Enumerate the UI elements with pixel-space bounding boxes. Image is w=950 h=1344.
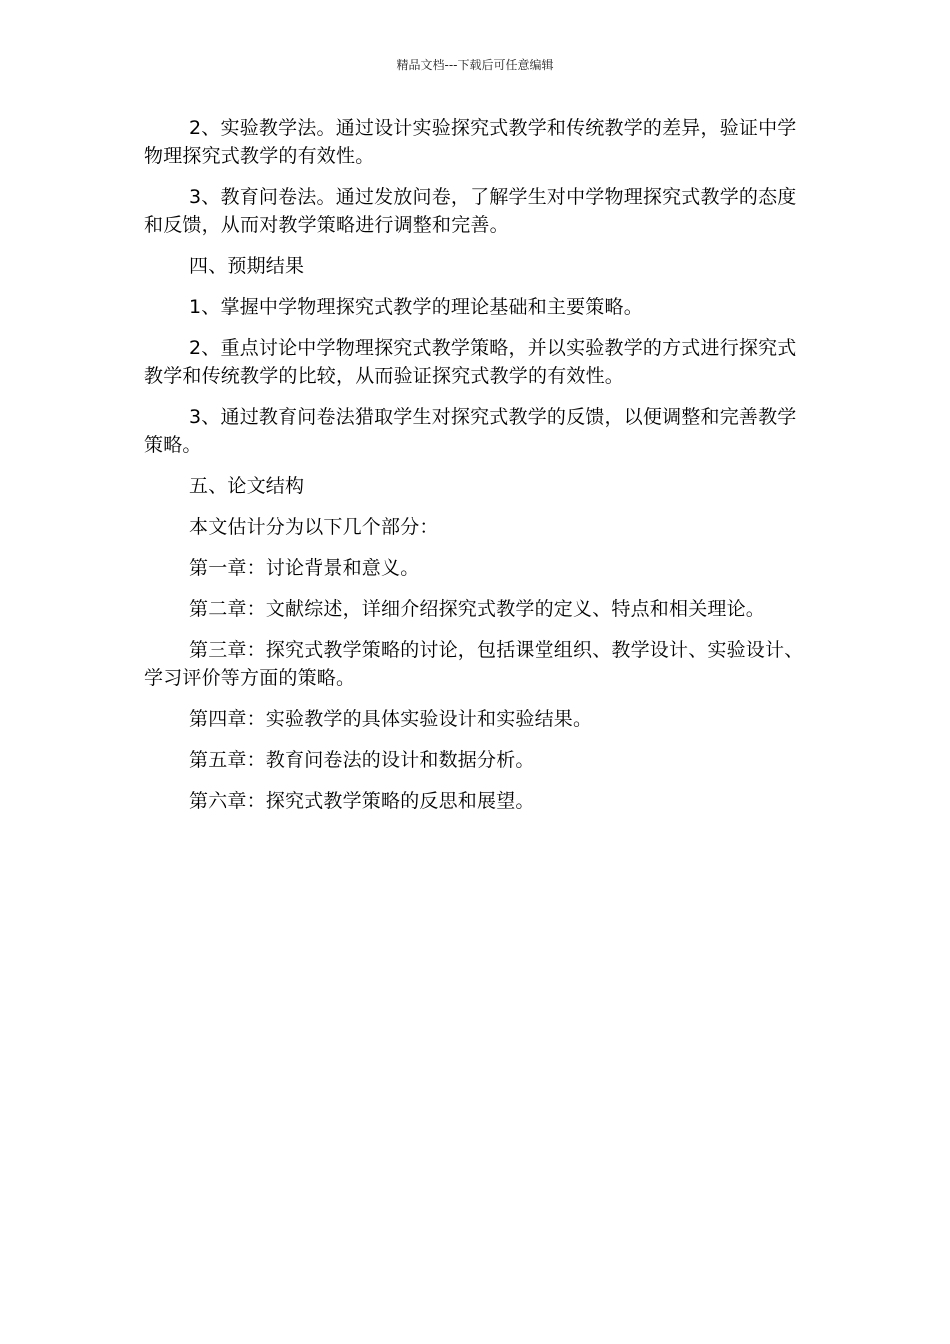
paragraph-chapter-1: 第一章：讨论背景和意义。 bbox=[189, 557, 420, 579]
paragraph-structure-intro: 本文估计分为以下几个部分： bbox=[189, 516, 439, 538]
paragraph-chapter-3: 第三章：探究式教学策略的讨论，包括课堂组织、教学设计、实验设计、学习评价等方面的策略。 bbox=[144, 639, 804, 689]
paragraph-chapter-6: 第六章：探究式教学策略的反思和展望。 bbox=[189, 790, 535, 812]
document-body bbox=[144, 114, 806, 828]
paragraph-result-1: 1、掌握中学物理探究式教学的理论基础和主要策略。 bbox=[189, 296, 643, 318]
section-heading-expected-results: 四、预期结果 bbox=[189, 255, 305, 277]
section-heading-thesis-structure: 五、论文结构 bbox=[189, 475, 305, 497]
paragraph-chapter-4: 第四章：实验教学的具体实验设计和实验结果。 bbox=[189, 708, 593, 730]
paragraph-method-questionnaire: 3、教育问卷法。通过发放问卷，了解学生对中学物理探究式教学的态度和反馈，从而对教学策略进行调整和完善。 bbox=[144, 186, 797, 236]
paragraph-chapter-2: 第二章：文献综述，详细介绍探究式教学的定义、特点和相关理论。 bbox=[189, 598, 766, 620]
paragraph-chapter-5: 第五章：教育问卷法的设计和数据分析。 bbox=[189, 749, 535, 771]
paragraph-result-3: 3、通过教育问卷法猎取学生对探究式教学的反馈，以便调整和完善教学策略。 bbox=[144, 406, 797, 456]
page-header: 精品文档---下载后可任意编辑 bbox=[396, 58, 554, 72]
paragraph-method-experiment: 2、实验教学法。通过设计实验探究式教学和传统教学的差异，验证中学物理探究式教学的有效性。 bbox=[144, 117, 797, 167]
paragraph-result-2: 2、重点讨论中学物理探究式教学策略，并以实验教学的方式进行探究式教学和传统教学的比较，从而验证探究式教学的有效性。 bbox=[144, 337, 797, 387]
